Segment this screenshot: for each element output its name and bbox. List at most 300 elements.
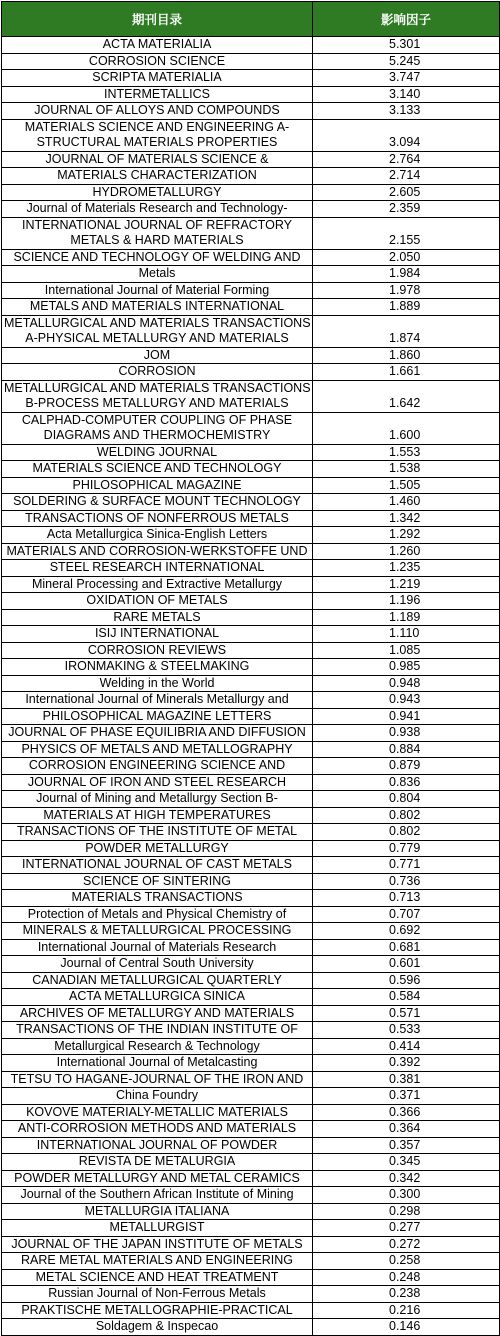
- impact-factor-cell[interactable]: 0.985: [313, 659, 500, 676]
- journal-name-line: MATERIALS AND CORROSION-WERKSTOFFE UND: [6, 543, 308, 558]
- journal-name-line: Welding in the World: [99, 675, 215, 690]
- journal-name-cell[interactable]: [2, 1269, 313, 1286]
- journal-name-cell[interactable]: [2, 989, 313, 1006]
- impact-factor-cell[interactable]: 0.601: [313, 956, 500, 973]
- journal-name-line: MATERIALS SCIENCE AND TECHNOLOGY: [32, 461, 282, 475]
- journal-name-line: China Foundry: [116, 1088, 198, 1102]
- table-row: [2, 939, 500, 956]
- impact-factor-cell[interactable]: 1.085: [313, 642, 500, 659]
- journal-name-cell[interactable]: [2, 923, 313, 940]
- table-row: [2, 824, 500, 841]
- table-row: [2, 1088, 500, 1105]
- table-row: [2, 593, 500, 610]
- journal-name-line: Mineral Processing and Extractive Metallurgy: [31, 576, 283, 591]
- journal-name-line: International Journal of Metalcasting: [56, 1055, 258, 1069]
- journal-name-line: DIAGRAMS AND THERMOCHEMISTRY: [43, 428, 271, 442]
- journal-name-cell[interactable]: [2, 299, 313, 316]
- table-row: [2, 37, 500, 54]
- impact-factor-cell[interactable]: 0.884: [313, 741, 500, 758]
- journal-name-line: OXIDATION OF METALS: [86, 593, 228, 607]
- journal-name-line: TRANSACTIONS OF THE INDIAN INSTITUTE OF: [16, 1022, 298, 1036]
- table-row: [2, 364, 500, 381]
- impact-factor-cell[interactable]: 0.414: [313, 1038, 500, 1055]
- journal-name-line: PHYSICS OF METALS AND METALLOGRAPHY: [21, 741, 293, 756]
- journal-name-line: METAL SCIENCE AND HEAT TREATMENT: [35, 1269, 279, 1284]
- journal-name-line: STRUCTURAL MATERIALS PROPERTIES: [36, 135, 278, 149]
- table-row: [2, 906, 500, 923]
- impact-factor-cell[interactable]: 0.941: [313, 708, 500, 725]
- header-row: [2, 2, 500, 37]
- journal-name-line: CORROSION: [118, 364, 196, 378]
- journal-name-line: METALLURGIA ITALIANA: [84, 1203, 230, 1218]
- journal-name-line: POWDER METALLURGY: [85, 840, 229, 855]
- impact-factor-cell[interactable]: 0.345: [313, 1154, 500, 1171]
- journal-name-cell[interactable]: [2, 824, 313, 841]
- impact-factor-cell[interactable]: 0.879: [313, 758, 500, 775]
- table-row: [2, 1071, 500, 1088]
- journal-name-cell[interactable]: [2, 347, 313, 364]
- journal-name-line: Journal of Mining and Metallurgy Section B-: [36, 791, 278, 805]
- journal-name-cell[interactable]: [2, 103, 313, 120]
- table-row: [2, 168, 500, 185]
- journal-name-line: MATERIALS AT HIGH TEMPERATURES: [43, 807, 271, 822]
- journal-name-line: IRONMAKING & STEELMAKING: [64, 659, 250, 673]
- journal-name-cell[interactable]: [2, 1137, 313, 1154]
- journal-name-line: ANTI-CORROSION METHODS AND MATERIALS: [17, 1121, 297, 1135]
- table-row: [2, 923, 500, 940]
- journal-name-cell[interactable]: [2, 609, 313, 626]
- impact-factor-cell[interactable]: 0.371: [313, 1088, 500, 1105]
- impact-factor-cell[interactable]: 0.216: [313, 1302, 500, 1319]
- table-row: [2, 347, 500, 364]
- journal-name-line: METALLURGIST: [109, 1220, 205, 1234]
- journal-name-line: Metallurgical Research & Technology: [54, 1038, 260, 1053]
- journal-name-cell[interactable]: [2, 725, 313, 742]
- impact-factor-cell[interactable]: 1.219: [313, 576, 500, 593]
- journal-name-cell[interactable]: [2, 1203, 313, 1220]
- table-row: [2, 151, 500, 168]
- impact-factor-cell[interactable]: 1.196: [313, 593, 500, 610]
- journal-name-line: TRANSACTIONS OF THE INSTITUTE OF METAL: [16, 824, 298, 838]
- impact-factor-cell[interactable]: 0.146: [313, 1319, 500, 1336]
- impact-factor-cell[interactable]: 1.600: [313, 412, 500, 444]
- impact-factor-cell[interactable]: 0.584: [313, 989, 500, 1006]
- journal-name-cell[interactable]: [2, 494, 313, 511]
- journal-name-line: SCIENCE OF SINTERING: [83, 873, 231, 888]
- journal-name-cell[interactable]: [2, 1286, 313, 1303]
- journal-name-line: POWDER METALLURGY AND METAL CERAMICS: [14, 1170, 300, 1185]
- table-row: [2, 1302, 500, 1319]
- impact-factor-cell[interactable]: 0.238: [313, 1286, 500, 1303]
- journal-name-cell[interactable]: [2, 642, 313, 659]
- journal-name-cell[interactable]: [2, 857, 313, 874]
- journal-name-cell[interactable]: [2, 1236, 313, 1253]
- table-row: [2, 70, 500, 87]
- journal-name-line: CORROSION REVIEWS: [87, 642, 227, 657]
- table-row: [2, 791, 500, 808]
- table-row: [2, 1236, 500, 1253]
- impact-factor-cell[interactable]: 1.553: [313, 444, 500, 461]
- impact-factor-cell[interactable]: 5.245: [313, 53, 500, 70]
- journal-name-cell[interactable]: [2, 380, 313, 412]
- impact-factor-cell[interactable]: 0.736: [313, 873, 500, 890]
- impact-factor-cell[interactable]: 2.359: [313, 201, 500, 218]
- journal-name-cell[interactable]: [2, 939, 313, 956]
- impact-factor-cell[interactable]: 0.596: [313, 972, 500, 989]
- table-row: [2, 708, 500, 725]
- journal-name-cell[interactable]: [2, 1038, 313, 1055]
- table-row: [2, 217, 500, 249]
- table-row: [2, 1187, 500, 1204]
- impact-factor-cell[interactable]: 3.094: [313, 119, 500, 151]
- table-row: [2, 1104, 500, 1121]
- journal-name-line: Journal of the Southern African Institute of Mining: [20, 1187, 294, 1201]
- journal-name-cell[interactable]: [2, 1022, 313, 1039]
- journal-name-cell[interactable]: [2, 675, 313, 692]
- table-row: [2, 543, 500, 560]
- journal-name-cell[interactable]: [2, 626, 313, 643]
- impact-factor-cell[interactable]: 0.943: [313, 692, 500, 709]
- impact-factor-cell[interactable]: 0.571: [313, 1005, 500, 1022]
- journal-name-line: METALLURGICAL AND MATERIALS TRANSACTIONS: [4, 315, 311, 330]
- journal-name-line: International Journal of Materials Research: [37, 939, 277, 954]
- journal-name-line: Metals: [138, 266, 176, 280]
- journal-name-line: RARE METAL MATERIALS AND ENGINEERING: [20, 1253, 294, 1267]
- table-row: [2, 659, 500, 676]
- journal-name-cell[interactable]: [2, 1253, 313, 1270]
- journal-name-line: INTERNATIONAL JOURNAL OF REFRACTORY: [22, 217, 292, 232]
- journal-name-cell[interactable]: [2, 1319, 313, 1336]
- journal-name-line: JOURNAL OF MATERIALS SCIENCE &: [45, 151, 269, 166]
- journal-name-line: JOURNAL OF IRON AND STEEL RESEARCH: [27, 774, 287, 789]
- journal-name-cell[interactable]: [2, 1104, 313, 1121]
- journal-name-line: Russian Journal of Non-Ferrous Metals: [48, 1286, 266, 1300]
- table-row: [2, 299, 500, 316]
- journal-name-cell[interactable]: [2, 890, 313, 907]
- table-row: [2, 477, 500, 494]
- journal-name-cell[interactable]: [2, 510, 313, 527]
- journal-name-line: Journal of Central South University: [60, 956, 254, 970]
- impact-factor-cell[interactable]: 0.771: [313, 857, 500, 874]
- table-row: [2, 1022, 500, 1039]
- impact-factor-cell[interactable]: 1.874: [313, 315, 500, 347]
- impact-factor-cell[interactable]: 1.538: [313, 461, 500, 478]
- journal-name-line: MATERIALS CHARACTERIZATION: [57, 168, 257, 182]
- table-row: [2, 1170, 500, 1187]
- journal-name-cell[interactable]: [2, 364, 313, 381]
- journal-name-line: RARE METALS: [113, 609, 201, 624]
- impact-factor-cell[interactable]: 2.050: [313, 249, 500, 266]
- journal-name-line: INTERNATIONAL JOURNAL OF POWDER: [36, 1137, 278, 1152]
- table-row: [2, 315, 500, 347]
- journal-name-line: Acta Metallurgica Sinica-English Letters: [46, 527, 268, 541]
- table-row: [2, 692, 500, 709]
- impact-factor-cell[interactable]: 3.747: [313, 70, 500, 87]
- journal-name-cell[interactable]: [2, 1187, 313, 1204]
- impact-factor-cell[interactable]: 1.978: [313, 282, 500, 299]
- journal-name-cell[interactable]: [2, 972, 313, 989]
- impact-factor-cell[interactable]: 0.366: [313, 1104, 500, 1121]
- journal-name-line: METALLURGICAL AND MATERIALS TRANSACTIONS: [4, 380, 311, 395]
- table-row: [2, 184, 500, 201]
- table-row: [2, 1220, 500, 1237]
- journal-name-cell[interactable]: [2, 1302, 313, 1319]
- journal-name-cell[interactable]: [2, 53, 313, 70]
- journal-name-cell[interactable]: [2, 593, 313, 610]
- table-row: [2, 989, 500, 1006]
- journal-name-cell[interactable]: [2, 527, 313, 544]
- table-row: [2, 1121, 500, 1138]
- journal-name-line: INTERNATIONAL JOURNAL OF CAST METALS: [22, 857, 292, 871]
- table-row: [2, 266, 500, 283]
- journal-name-cell[interactable]: [2, 659, 313, 676]
- journal-name-line: METALS & HARD MATERIALS: [70, 233, 244, 247]
- impact-factor-cell[interactable]: 3.140: [313, 86, 500, 103]
- journal-name-cell[interactable]: [2, 873, 313, 890]
- impact-factor-cell[interactable]: 0.692: [313, 923, 500, 940]
- journal-name-cell[interactable]: [2, 151, 313, 168]
- impact-factor-cell[interactable]: 1.984: [313, 266, 500, 283]
- journal-name-cell[interactable]: [2, 576, 313, 593]
- impact-factor-cell[interactable]: 0.300: [313, 1187, 500, 1204]
- table-row: [2, 873, 500, 890]
- impact-factor-cell[interactable]: 0.342: [313, 1170, 500, 1187]
- table-row: [2, 1203, 500, 1220]
- journal-name-line: PRAKTISCHE METALLOGRAPHIE-PRACTICAL: [21, 1302, 293, 1317]
- journal-name-cell[interactable]: [2, 774, 313, 791]
- impact-factor-cell[interactable]: 3.133: [313, 103, 500, 120]
- table-row: [2, 1005, 500, 1022]
- impact-factor-cell[interactable]: 1.189: [313, 609, 500, 626]
- impact-factor-cell[interactable]: 1.260: [313, 543, 500, 560]
- impact-factor-cell[interactable]: 0.298: [313, 1203, 500, 1220]
- table-row: [2, 1137, 500, 1154]
- journal-name-cell[interactable]: [2, 461, 313, 478]
- table-row: [2, 972, 500, 989]
- table-row: [2, 1038, 500, 1055]
- journal-name-cell[interactable]: [2, 412, 313, 444]
- journal-name-line: CORROSION ENGINEERING SCIENCE AND: [28, 758, 286, 772]
- journal-name-line: JOURNAL OF PHASE EQUILIBRIA AND DIFFUSION: [8, 725, 306, 739]
- journal-name-cell[interactable]: [2, 708, 313, 725]
- journal-name-line: CANADIAN METALLURGICAL QUARTERLY: [32, 972, 282, 987]
- impact-factor-cell[interactable]: 0.948: [313, 675, 500, 692]
- impact-factor-cell[interactable]: 1.342: [313, 510, 500, 527]
- journal-name-cell[interactable]: [2, 906, 313, 923]
- journal-name-cell[interactable]: [2, 543, 313, 560]
- table-row: [2, 510, 500, 527]
- journal-name-line: KOVOVE MATERIALY-METALLIC MATERIALS: [26, 1104, 288, 1119]
- journal-impact-table: [1, 1, 500, 1336]
- journal-name-line: METALS AND MATERIALS INTERNATIONAL: [29, 299, 285, 313]
- impact-factor-cell[interactable]: 2.764: [313, 151, 500, 168]
- table-row: [2, 560, 500, 577]
- impact-factor-cell[interactable]: 1.889: [313, 299, 500, 316]
- journal-column-header[interactable]: 期刊目录: [2, 2, 313, 37]
- journal-name-line: A-PHYSICAL METALLURGY AND MATERIALS: [25, 331, 289, 345]
- journal-name-cell[interactable]: [2, 217, 313, 249]
- journal-name-cell[interactable]: [2, 249, 313, 266]
- impact-factor-cell[interactable]: 1.642: [313, 380, 500, 412]
- table-row: [2, 444, 500, 461]
- table-row: [2, 840, 500, 857]
- impact-factor-cell[interactable]: 0.938: [313, 725, 500, 742]
- impact-factor-cell[interactable]: 0.533: [313, 1022, 500, 1039]
- table-row: [2, 956, 500, 973]
- journal-name-cell[interactable]: [2, 477, 313, 494]
- table-row: [2, 412, 500, 444]
- table-row: [2, 675, 500, 692]
- impact-factor-cell[interactable]: 0.836: [313, 774, 500, 791]
- journal-name-cell[interactable]: [2, 791, 313, 808]
- impact-factor-cell[interactable]: 0.381: [313, 1071, 500, 1088]
- impact-factor-cell[interactable]: 0.802: [313, 807, 500, 824]
- table-row: [2, 1055, 500, 1072]
- journal-name-cell[interactable]: [2, 1088, 313, 1105]
- journal-name-cell[interactable]: [2, 560, 313, 577]
- journal-name-line: WELDING JOURNAL: [96, 444, 218, 459]
- table-row: [2, 249, 500, 266]
- table-row: [2, 626, 500, 643]
- impact-factor-cell[interactable]: 0.779: [313, 840, 500, 857]
- journal-name-line: CALPHAD-COMPUTER COUPLING OF PHASE: [21, 412, 293, 427]
- impact-factor-cell[interactable]: 0.248: [313, 1269, 500, 1286]
- journal-name-cell[interactable]: [2, 692, 313, 709]
- impact-factor-cell[interactable]: 0.392: [313, 1055, 500, 1072]
- journal-name-line: CORROSION SCIENCE: [88, 53, 226, 68]
- journal-name-cell[interactable]: [2, 266, 313, 283]
- journal-name-line: SCIENCE AND TECHNOLOGY OF WELDING AND: [13, 249, 301, 264]
- impact-factor-cell[interactable]: 0.804: [313, 791, 500, 808]
- journal-name-cell[interactable]: [2, 840, 313, 857]
- table-row: [2, 103, 500, 120]
- journal-name-cell[interactable]: [2, 201, 313, 218]
- journal-name-cell[interactable]: [2, 1005, 313, 1022]
- journal-name-line: Journal of Materials Research and Technology-: [26, 201, 288, 215]
- table-row: [2, 758, 500, 775]
- table-row: [2, 807, 500, 824]
- impact-factor-cell[interactable]: 0.277: [313, 1220, 500, 1237]
- impact-factor-cell[interactable]: 0.802: [313, 824, 500, 841]
- journal-name-line: SCRIPTA MATERIALIA: [92, 70, 222, 84]
- impact-factor-cell[interactable]: 1.110: [313, 626, 500, 643]
- impact-factor-column-header[interactable]: 影响因子: [313, 2, 500, 37]
- journal-name-line: PHILOSOPHICAL MAGAZINE LETTERS: [42, 708, 272, 723]
- journal-name-line: INTERMETALLICS: [103, 86, 211, 101]
- impact-factor-cell[interactable]: 2.155: [313, 217, 500, 249]
- impact-factor-cell[interactable]: 0.713: [313, 890, 500, 907]
- journal-name-cell[interactable]: [2, 86, 313, 103]
- impact-factor-cell[interactable]: 1.460: [313, 494, 500, 511]
- impact-factor-cell[interactable]: 1.292: [313, 527, 500, 544]
- journal-name-line: International Journal of Minerals Metallurgy and: [25, 692, 289, 706]
- table-row: [2, 1286, 500, 1303]
- table-row: [2, 1154, 500, 1171]
- impact-factor-cell[interactable]: 2.714: [313, 168, 500, 185]
- impact-factor-cell[interactable]: 1.661: [313, 364, 500, 381]
- table-row: [2, 380, 500, 412]
- journal-name-cell[interactable]: [2, 1055, 313, 1072]
- journal-name-cell[interactable]: [2, 741, 313, 758]
- journal-name-line: MATERIALS TRANSACTIONS: [71, 890, 243, 904]
- journal-name-cell[interactable]: [2, 956, 313, 973]
- table-row: [2, 53, 500, 70]
- journal-name-line: HYDROMETALLURGY: [92, 184, 222, 199]
- journal-name-cell[interactable]: [2, 444, 313, 461]
- impact-factor-cell[interactable]: 1.860: [313, 347, 500, 364]
- journal-name-cell[interactable]: [2, 807, 313, 824]
- impact-factor-cell[interactable]: 0.258: [313, 1253, 500, 1270]
- table-row: [2, 1253, 500, 1270]
- journal-name-line: REVISTA DE METALURGIA: [78, 1154, 236, 1168]
- table-row: [2, 201, 500, 218]
- journal-name-cell[interactable]: [2, 315, 313, 347]
- journal-name-cell[interactable]: [2, 1220, 313, 1237]
- journal-name-cell[interactable]: [2, 37, 313, 54]
- journal-name-cell[interactable]: [2, 168, 313, 185]
- table-row: [2, 119, 500, 151]
- journal-name-line: TETSU TO HAGANE-JOURNAL OF THE IRON AND: [10, 1071, 304, 1086]
- journal-name-line: ISIJ INTERNATIONAL: [94, 626, 220, 640]
- journal-name-cell[interactable]: [2, 1121, 313, 1138]
- journal-name-line: B-PROCESS METALLURGY AND MATERIALS: [25, 396, 289, 410]
- table-row: [2, 1269, 500, 1286]
- journal-name-line: MINERALS & METALLURGICAL PROCESSING: [22, 923, 292, 937]
- table-row: [2, 642, 500, 659]
- table-row: [2, 609, 500, 626]
- journal-name-line: TRANSACTIONS OF NONFERROUS METALS: [25, 510, 289, 525]
- table-row: [2, 725, 500, 742]
- table-row: [2, 527, 500, 544]
- table-row: [2, 461, 500, 478]
- journal-name-line: International Journal of Material Forming: [44, 282, 270, 297]
- impact-factor-cell[interactable]: 0.707: [313, 906, 500, 923]
- journal-name-line: PHILOSOPHICAL MAGAZINE: [72, 477, 242, 492]
- table-row: [2, 576, 500, 593]
- impact-factor-cell[interactable]: 1.235: [313, 560, 500, 577]
- impact-factor-cell[interactable]: 0.357: [313, 1137, 500, 1154]
- impact-factor-cell[interactable]: 2.605: [313, 184, 500, 201]
- table-row: [2, 1319, 500, 1336]
- journal-name-line: STEEL RESEARCH INTERNATIONAL: [49, 560, 265, 574]
- table-row: [2, 890, 500, 907]
- impact-factor-cell[interactable]: 1.505: [313, 477, 500, 494]
- journal-list-sheet: [1, 1, 499, 1336]
- journal-name-line: ARCHIVES OF METALLURGY AND MATERIALS: [19, 1005, 295, 1020]
- journal-name-cell[interactable]: [2, 758, 313, 775]
- table-row: [2, 494, 500, 511]
- journal-name-cell[interactable]: [2, 184, 313, 201]
- table-row: [2, 741, 500, 758]
- journal-name-line: JOURNAL OF ALLOYS AND COMPOUNDS: [34, 103, 280, 117]
- journal-name-cell[interactable]: [2, 70, 313, 87]
- journal-name-line: JOURNAL OF THE JAPAN INSTITUTE OF METALS: [11, 1236, 303, 1251]
- table-row: [2, 774, 500, 791]
- table-row: [2, 857, 500, 874]
- journal-name-cell[interactable]: [2, 1170, 313, 1187]
- impact-factor-cell[interactable]: 0.681: [313, 939, 500, 956]
- journal-name-cell[interactable]: [2, 1154, 313, 1171]
- journal-name-line: MATERIALS SCIENCE AND ENGINEERING A-: [24, 119, 290, 134]
- impact-factor-cell[interactable]: 0.272: [313, 1236, 500, 1253]
- journal-name-cell[interactable]: [2, 1071, 313, 1088]
- journal-name-cell[interactable]: [2, 119, 313, 151]
- journal-name-cell[interactable]: [2, 282, 313, 299]
- table-row: [2, 282, 500, 299]
- impact-factor-cell[interactable]: 5.301: [313, 37, 500, 54]
- table-row: [2, 86, 500, 103]
- impact-factor-cell[interactable]: 0.364: [313, 1121, 500, 1138]
